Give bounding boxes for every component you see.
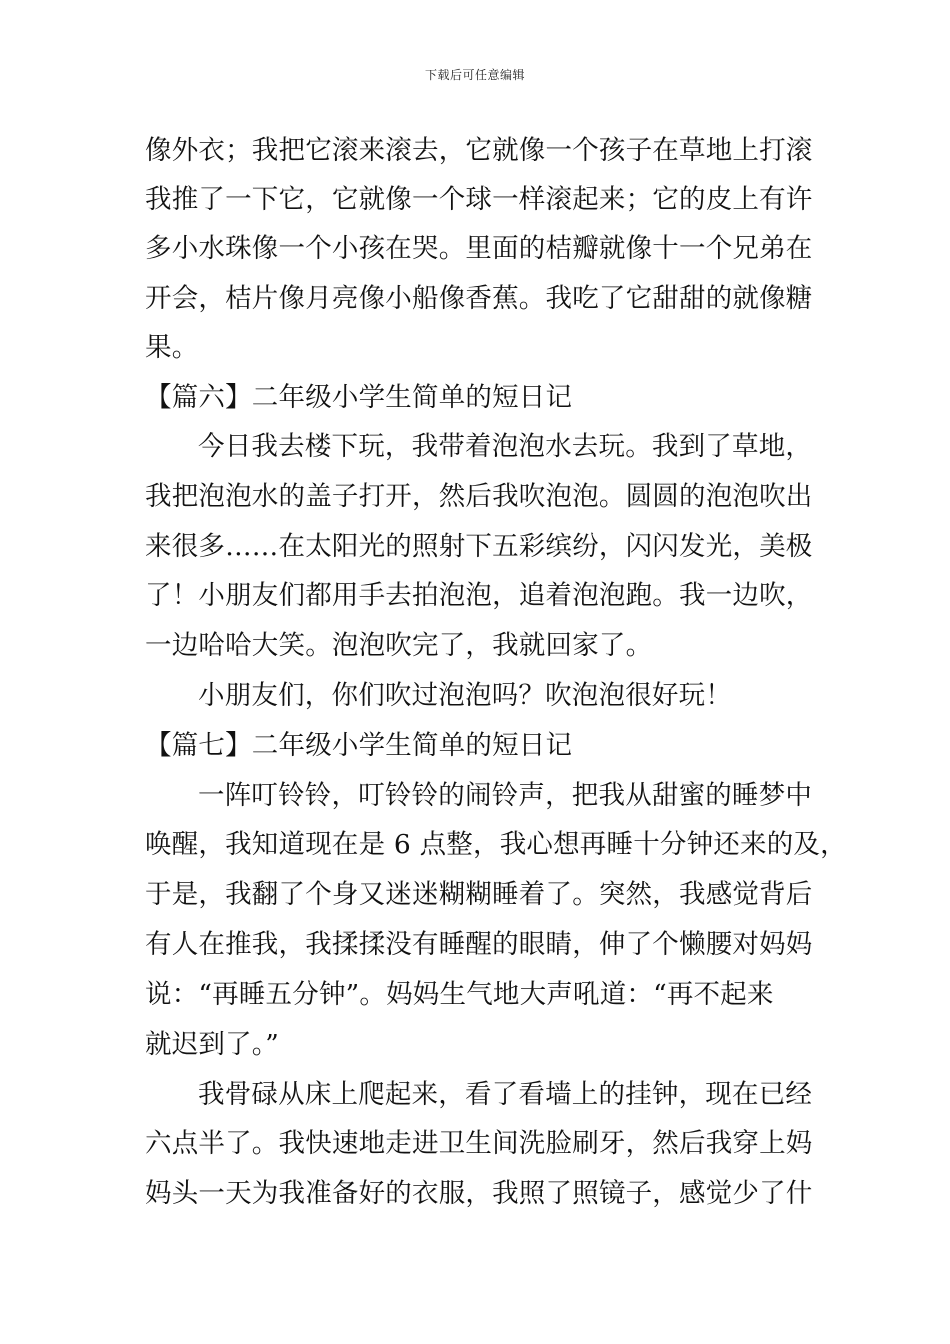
paragraph-line: 开会，桔片像月亮像小船像香蕉。我吃了它甜甜的就像糖 [145, 283, 813, 314]
paragraph-line: 我推了一下它，它就像一个球一样滚起来；它的皮上有许 [145, 184, 813, 215]
paragraph-line: 多小水珠像一个小孩在哭。里面的桔瓣就像十一个兄弟在 [145, 233, 813, 264]
paragraph-line: 果。 [145, 332, 199, 363]
paragraph-line: 六点半了。我快速地走进卫生间洗脸刷牙，然后我穿上妈 [145, 1128, 813, 1159]
paragraph-line: 一阵叮铃铃，叮铃铃的闹铃声，把我从甜蜜的睡梦中 [198, 780, 813, 811]
paragraph-line: 来很多……在太阳光的照射下五彩缤纷，闪闪发光，美极 [145, 531, 813, 562]
paragraph-line: 我骨碌从床上爬起来，看了看墙上的挂钟，现在已经 [198, 1079, 813, 1110]
paragraph-line: 一边哈哈大笑。泡泡吹完了，我就回家了。 [145, 630, 653, 661]
paragraph-line: 就迟到了。” [145, 1029, 279, 1060]
paragraph-line: 小朋友们，你们吹过泡泡吗？吹泡泡很好玩！ [198, 680, 732, 711]
paragraph-line: 我把泡泡水的盖子打开，然后我吹泡泡。圆圆的泡泡吹出 [145, 481, 813, 512]
paragraph-line: 今日我去楼下玩，我带着泡泡水去玩。我到了草地， [198, 431, 813, 462]
paragraph-line: 了！小朋友们都用手去拍泡泡，追着泡泡跑。我一边吹， [145, 580, 813, 611]
paragraph-line: 唤醒，我知道现在是 6 点整，我心想再睡十分钟还来的及， [145, 829, 847, 860]
page-header: 下载后可任意编辑 [424, 68, 525, 82]
paragraph-line: 像外衣；我把它滚来滚去，它就像一个孩子在草地上打滚 [145, 135, 813, 166]
section-heading: 【篇六】二年级小学生简单的短日记 [145, 382, 573, 413]
paragraph-line: 说：“再睡五分钟”。妈妈生气地大声吼道：“再不起来 [145, 979, 774, 1010]
section-heading: 【篇七】二年级小学生简单的短日记 [145, 730, 573, 761]
paragraph-line: 有人在推我，我揉揉没有睡醒的眼睛，伸了个懒腰对妈妈 [145, 929, 813, 960]
paragraph-line: 妈头一天为我准备好的衣服，我照了照镜子，感觉少了什 [145, 1178, 813, 1209]
paragraph-line: 于是，我翻了个身又迷迷糊糊睡着了。突然，我感觉背后 [145, 879, 813, 910]
